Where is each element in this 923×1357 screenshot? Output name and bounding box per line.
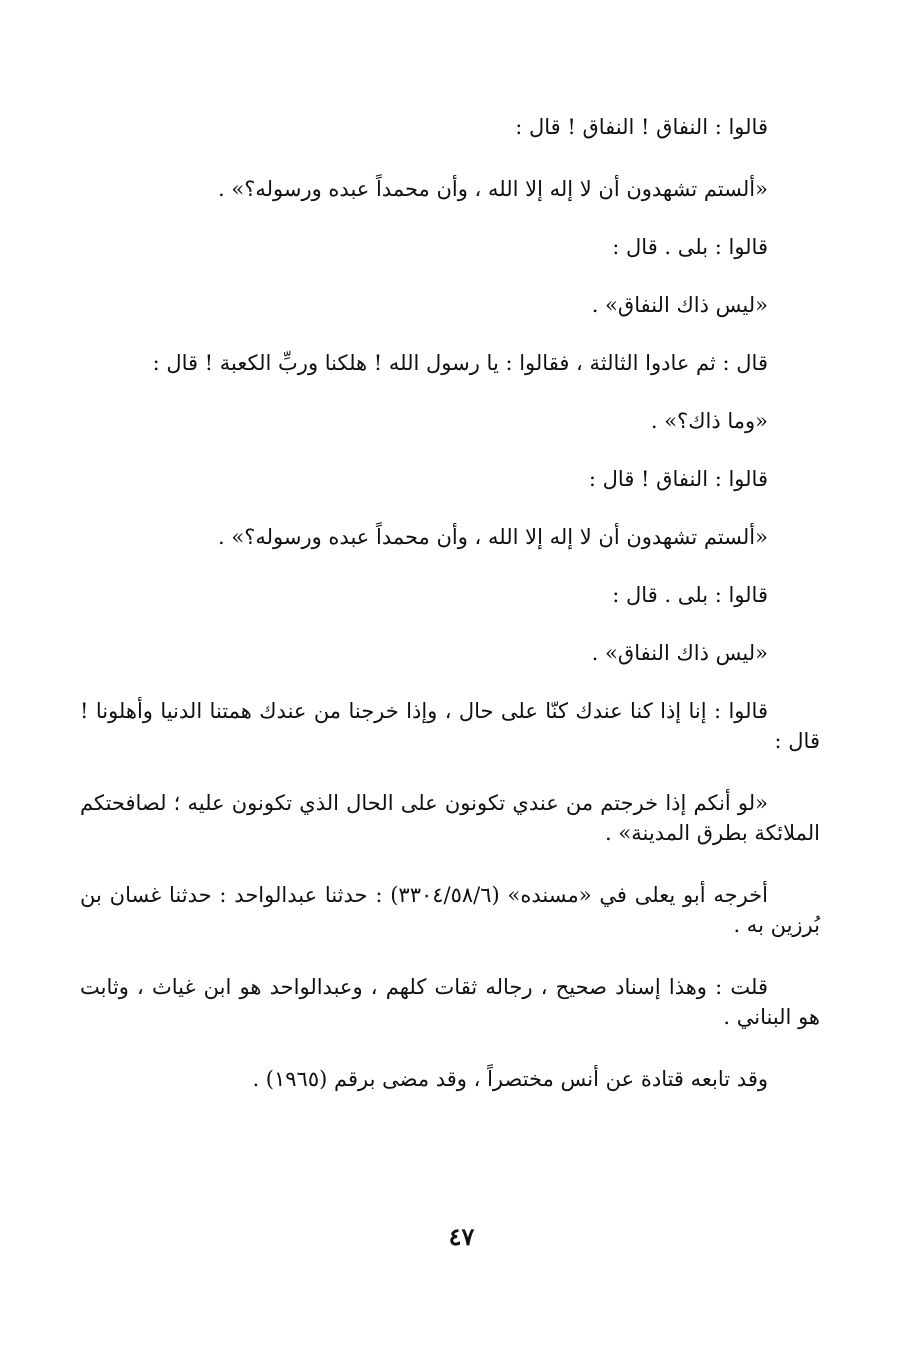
paragraph-grading: قلت : وهذا إسناد صحيح ، رجاله ثقات كلهم ، وعبدالواحد هو ابن غياث ، وثابت هو البناني . xyxy=(80,975,820,1029)
text-line-3: قالوا : بلى . قال : xyxy=(612,235,768,259)
text-line-2: «ألستم تشهدون أن لا إله إلا الله ، وأن محمداً عبده ورسوله؟» . xyxy=(218,177,768,201)
text-line-1: قالوا : النفاق ! النفاق ! قال : xyxy=(515,115,768,139)
paragraph-takhrij: أخرجه أبو يعلى في «مسنده» (٣٣٠٤/٥٨/٦) : حدثنا عبدالواحد : حدثنا غسان بن بُرزين به . xyxy=(80,883,820,937)
page-number: ٤٧ xyxy=(448,1222,475,1251)
text-line-10: «ليس ذاك النفاق» . xyxy=(591,641,768,665)
paragraph-question: قالوا : إنا إذا كنا عندك كنّا على حال ، وإذا خرجنا من عندك همتنا الدنيا وأهلونا ! قال : xyxy=(80,699,820,753)
paragraph-corroboration: وقد تابعه قتادة عن أنس مختصراً ، وقد مضى برقم (١٩٦٥) . xyxy=(252,1067,768,1091)
text-line-4: «ليس ذاك النفاق» . xyxy=(591,293,768,317)
page-body xyxy=(80,112,820,1094)
text-line-9: قالوا : بلى . قال : xyxy=(612,583,768,607)
text-line-8: «ألستم تشهدون أن لا إله إلا الله ، وأن محمداً عبده ورسوله؟» . xyxy=(218,525,768,549)
paragraph-hadith: «لو أنكم إذا خرجتم من عندي تكونون على الحال الذي تكونون عليه ؛ لصافحتكم الملائكة بطرق المدينة» . xyxy=(80,791,820,845)
text-line-5: قال : ثم عادوا الثالثة ، فقالوا : يا رسول الله ! هلكنا وربِّ الكعبة ! قال : xyxy=(152,351,768,375)
text-line-6: «وما ذاك؟» . xyxy=(650,409,768,433)
text-line-7: قالوا : النفاق ! قال : xyxy=(588,467,768,491)
